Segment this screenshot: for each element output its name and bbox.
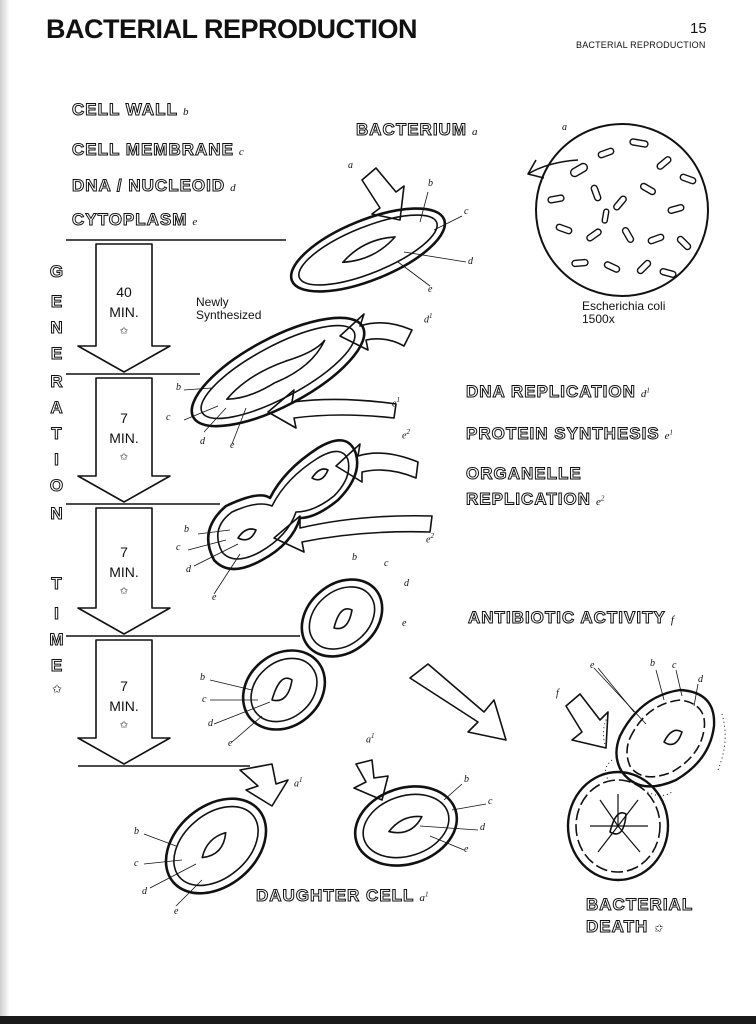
part-letter: e: [590, 660, 595, 671]
vertical-letter: G: [49, 262, 65, 281]
legend-antibiotic-activity: [468, 608, 674, 628]
part-letter: b: [176, 382, 181, 393]
gen-step-unit: MIN.: [109, 698, 139, 714]
pointer-arrow-a: [362, 168, 404, 220]
legend-bacterial-death: [586, 894, 693, 940]
legend-cell-membrane: [72, 140, 244, 160]
key-letter: e: [664, 430, 670, 442]
legend-organelle-key: [596, 496, 604, 508]
curved-arrow-a: [528, 160, 578, 178]
vertical-letter: E: [50, 292, 64, 311]
key-superscript: 1: [424, 890, 429, 899]
part-letter: $a^1$: [294, 776, 303, 790]
part-letter: $d^1$: [424, 312, 433, 326]
pointer-arrow-a1: [240, 764, 288, 806]
newly-synthesized-annotation: [196, 296, 261, 322]
vertical-letter: A: [50, 398, 64, 417]
gen-step-value: 7: [120, 544, 128, 560]
caption-species: Escherichia coli: [582, 299, 666, 313]
part-letter: e: [464, 844, 469, 855]
legend-organelle-replication: [466, 462, 604, 514]
legend-dna-replication-label: DNA REPLICATION: [466, 382, 636, 401]
part-letter: e: [228, 738, 233, 749]
vertical-letter: T: [51, 574, 63, 593]
nucleoid-shape: [664, 730, 682, 744]
legend-bacterium: [356, 120, 478, 140]
part-letter: d: [404, 578, 409, 589]
leakage-dots: [603, 714, 725, 796]
part-letter: b: [352, 552, 357, 563]
part-letter: b: [464, 774, 469, 785]
legend-dna-replication: [466, 382, 650, 402]
page-bottom-edge: [0, 1016, 756, 1024]
legend-cell-wall: [72, 100, 188, 120]
part-letter: e: [428, 284, 433, 295]
part-letter: b: [200, 672, 205, 683]
legend-daughter-label: DAUGHTER CELL: [256, 886, 415, 905]
pointer-arrow-e2: [274, 516, 432, 552]
running-head: BACTERIAL REPRODUCTION: [576, 40, 706, 50]
nucleoid-shape: [223, 339, 332, 407]
nucleoid-shape: [610, 813, 626, 834]
part-letter: f: [556, 688, 559, 699]
star-marker: ✩: [119, 326, 129, 337]
part-letter: b: [650, 658, 655, 669]
part-letter: $e^1$: [392, 396, 400, 410]
bacterial-death-cell: [568, 690, 725, 880]
vertical-letter: E: [50, 656, 64, 675]
vertical-letter: T: [51, 424, 63, 443]
part-letter: c: [384, 558, 389, 569]
pointer-arrow-a1: [354, 760, 388, 800]
vertical-letter: I: [54, 450, 60, 469]
page-title: BACTERIAL REPRODUCTION: [46, 14, 418, 44]
pointer-arrow-d1: [340, 314, 412, 350]
vertical-letter: E: [50, 344, 64, 363]
nucleoid-shape: [340, 233, 398, 266]
annotation-line: Newly: [196, 295, 229, 309]
vertical-letter: O: [49, 476, 65, 495]
micrograph-circle: [536, 124, 708, 296]
gen-step-value: 7: [120, 410, 128, 426]
diagonal-arrow: [410, 664, 506, 740]
gen-step-1: [94, 282, 154, 342]
part-letter: c: [176, 542, 181, 553]
legend-death-line2: DEATH: [586, 917, 649, 936]
key-superscript: 2: [600, 494, 605, 502]
legend-dna-nucleoid: [72, 176, 236, 196]
pointer-arrow-e2: [336, 444, 418, 482]
legend-cytoplasm-label: CYTOPLASM: [72, 210, 188, 229]
legend-protein-synthesis-label: PROTEIN SYNTHESIS: [466, 424, 660, 443]
nucleoid-shape: [312, 469, 328, 480]
legend-organelle-line2: REPLICATION: [466, 489, 591, 509]
legend-bacterium-label: BACTERIUM: [356, 120, 467, 139]
legend-dna-label: DNA / NUCLEOID: [72, 176, 226, 195]
nucleoid-shape: [198, 830, 232, 861]
gen-step-unit: MIN.: [109, 430, 139, 446]
part-letter: $e^2$: [426, 532, 434, 546]
pointer-arrow-e1: [268, 390, 396, 428]
micrograph-caption: [582, 300, 665, 326]
vertical-letter: N: [50, 318, 64, 337]
vertical-letter: ✩: [51, 682, 63, 696]
part-letter: d: [200, 436, 205, 447]
vertical-letter: N: [50, 504, 64, 523]
gen-step-4: [94, 676, 154, 736]
gen-step-value: 7: [120, 678, 128, 694]
part-letter: c: [134, 858, 139, 869]
part-letter: $e^2$: [402, 428, 410, 442]
star-marker: ✩: [119, 452, 129, 463]
vertical-letter: I: [54, 604, 60, 623]
legend-cytoplasm: [72, 210, 197, 230]
part-letter: c: [672, 660, 677, 671]
gen-step-unit: MIN.: [109, 564, 139, 580]
legend-cell-wall-label: CELL WALL: [72, 100, 178, 119]
bacterium-dividing-3: [227, 564, 397, 746]
part-letter: e: [174, 906, 179, 917]
part-letter: d: [468, 256, 473, 267]
pointer-arrow-f: [566, 694, 608, 748]
part-letter: e: [402, 618, 407, 629]
part-letter: c: [166, 412, 171, 423]
nucleoid-shape: [387, 814, 425, 837]
part-letter: c: [202, 694, 207, 705]
nucleoid-shape: [334, 609, 352, 629]
part-letter: c: [488, 796, 493, 807]
legend-cell-membrane-label: CELL MEMBRANE: [72, 140, 234, 159]
annotation-line: Synthesized: [196, 308, 262, 322]
vertical-letter: R: [50, 372, 64, 391]
star-marker: ✩: [119, 720, 129, 731]
part-letter: d: [186, 564, 191, 575]
legend-cytoplasm-key: e: [192, 216, 198, 228]
part-letter: a: [348, 160, 353, 171]
part-letter: e: [212, 592, 217, 603]
key-superscript: 1: [646, 386, 650, 395]
key-superscript: 1: [669, 428, 674, 437]
nucleoid-shape: [272, 678, 292, 700]
legend-cell-wall-key: b: [182, 106, 189, 118]
star-marker: ✩: [119, 586, 129, 597]
gen-step-2: [94, 408, 154, 468]
page-number: 15: [690, 20, 707, 37]
gen-step-value: 40: [116, 284, 132, 300]
legend-bacterium-key: a: [472, 126, 478, 138]
key-letter: a: [419, 892, 425, 904]
e-coli-cells: [548, 138, 697, 277]
part-letter: a: [562, 122, 567, 133]
part-letter: e: [230, 440, 235, 451]
part-letter: c: [464, 206, 469, 217]
caption-magnification: 1500x: [582, 312, 615, 326]
part-letter: d: [480, 822, 485, 833]
legend-dna-key: d: [230, 182, 236, 194]
legend-protein-synthesis: [466, 424, 673, 444]
vertical-letter: M: [49, 630, 65, 649]
part-letter: d: [208, 718, 213, 729]
legend-cell-membrane-key: c: [238, 146, 244, 158]
part-letter: d: [142, 886, 147, 897]
legend-death-line1: BACTERIAL: [586, 895, 694, 914]
legend-antibiotic-label: ANTIBIOTIC ACTIVITY: [468, 608, 666, 627]
burst-arrows: [590, 794, 648, 852]
legend-protein-synthesis-key: [665, 430, 673, 442]
key-letter: e: [595, 495, 601, 508]
bacterium-dividing-2: [208, 440, 357, 569]
legend-organelle-line1: ORGANELLE: [466, 464, 582, 483]
part-letter: b: [428, 178, 433, 189]
part-letter: b: [134, 826, 139, 837]
legend-daughter-cell: [256, 886, 428, 906]
legend-dna-replication-key: [641, 388, 650, 400]
legend-death-key: ✩: [653, 923, 663, 935]
nucleoid-shape: [238, 529, 256, 540]
gen-step-3: [94, 542, 154, 602]
key-letter: d: [640, 388, 647, 400]
part-letter: $a^1$: [366, 732, 375, 746]
part-letter: d: [698, 674, 703, 685]
legend-antibiotic-key: f: [670, 614, 674, 626]
gen-step-unit: MIN.: [109, 304, 139, 320]
page-edge-shadow: [0, 0, 10, 1024]
legend-daughter-key: [419, 892, 428, 904]
part-letter: b: [184, 524, 189, 535]
daughter-cell-right: [345, 774, 467, 878]
